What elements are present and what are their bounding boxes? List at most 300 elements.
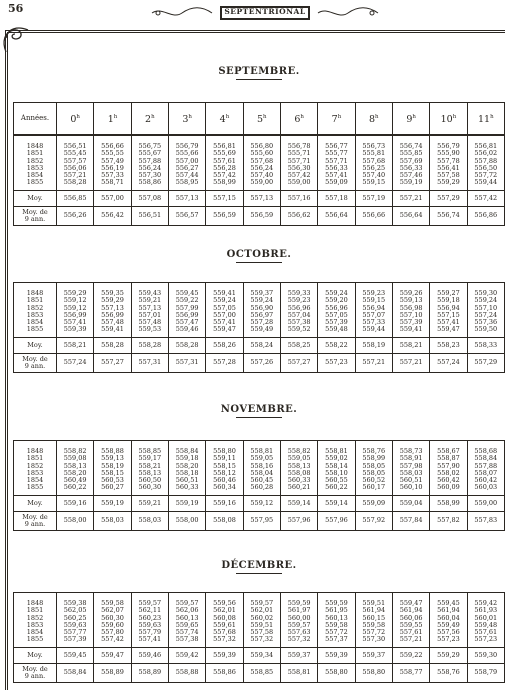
pressure-value: 559,23 [362, 289, 386, 297]
table-septembre [13, 102, 505, 226]
pressure-value: 559,52 [287, 325, 311, 334]
pressure-value: 560,52 [362, 476, 386, 485]
hour-suffix: h [113, 113, 118, 120]
nine-year-mean-value: 556,59 [206, 206, 243, 225]
pressure-value: 559,51 [250, 620, 274, 629]
hour-header [318, 103, 355, 136]
pressure-value: 557,90 [437, 461, 460, 470]
pressure-value: 558,07 [474, 468, 498, 477]
nine-year-label-line: 9 ann. [24, 671, 46, 680]
pressure-value: 560,06 [399, 613, 423, 622]
pressure-value: 557,49 [101, 156, 124, 165]
hour-values-cell [280, 283, 317, 338]
hour-header [280, 103, 317, 136]
pressure-value: 559,17 [138, 454, 162, 463]
hour-values-cell [318, 593, 355, 648]
pressure-value: 559,41 [213, 289, 236, 297]
pressure-value: 556,33 [399, 163, 423, 172]
pressure-value: 558,19 [101, 461, 124, 470]
pressure-value: 560,00 [287, 613, 311, 622]
pressure-value: 558,99 [362, 454, 386, 463]
pressure-value: 559,48 [474, 620, 498, 629]
pressure-value: 558,21 [138, 461, 162, 470]
pressure-value: 557,39 [325, 318, 348, 327]
pressure-value: 558,16 [250, 461, 274, 470]
pressure-value: 557,21 [63, 171, 87, 180]
pressure-value: 556,75 [138, 142, 162, 150]
year-label: 1853 [26, 468, 44, 477]
mean-value: 559,12 [243, 495, 280, 511]
hour-header [467, 103, 504, 136]
year-label: 1851 [26, 454, 44, 463]
pressure-value: 556,02 [474, 149, 498, 158]
hour-values-cell [57, 441, 94, 496]
pressure-value: 560,22 [63, 483, 87, 492]
nine-year-mean-value: 558,85 [243, 663, 280, 682]
pressure-value: 560,42 [474, 476, 498, 485]
pressure-value: 556,24 [138, 163, 162, 172]
year-label: 1848 [26, 142, 44, 150]
pressure-value: 557,88 [138, 156, 162, 165]
nine-year-label-line: 9 ann. [24, 361, 46, 370]
mean-value: 557,08 [131, 190, 168, 206]
pressure-value: 558,05 [362, 461, 386, 470]
nine-year-mean-value: 556,64 [318, 206, 355, 225]
pressure-value: 560,10 [399, 483, 423, 492]
nine-year-mean-value: 556,59 [243, 206, 280, 225]
nine-year-mean-value: 558,00 [168, 511, 205, 530]
pressure-value: 557,13 [101, 303, 124, 312]
pressure-value: 559,08 [63, 454, 87, 463]
month-title-octobre [13, 249, 505, 263]
pressure-value: 555,90 [437, 149, 460, 158]
nine-year-label-line: Moy. de [22, 208, 48, 217]
nine-year-mean-value: 557,92 [355, 511, 392, 530]
hour-values-cell [94, 593, 131, 648]
pressure-value: 557,41 [437, 318, 460, 327]
hour-values-cell [467, 283, 504, 338]
pressure-value: 555,67 [138, 149, 162, 158]
nine-year-label-line: Moy. de [22, 355, 48, 364]
pressure-value: 559,00 [250, 178, 274, 187]
nine-year-mean-value: 557,31 [131, 353, 168, 372]
pressure-value: 559,58 [362, 620, 386, 629]
hour-suffix: h [412, 113, 416, 120]
mean-value: 559,04 [392, 495, 429, 511]
hour-values-cell [94, 283, 131, 338]
pressure-value: 556,96 [325, 303, 348, 312]
pressure-value: 559,44 [362, 325, 386, 334]
nine-year-mean-label [14, 206, 57, 225]
mean-label: Moy. [14, 647, 57, 663]
pressure-value: 559,49 [250, 325, 274, 334]
mean-value: 559,37 [355, 647, 392, 663]
year-label: 1855 [26, 325, 44, 334]
mean-value: 557,00 [94, 190, 131, 206]
year-values-row [14, 135, 505, 190]
pressure-value: 559,26 [399, 289, 423, 297]
pressure-value: 558,88 [101, 447, 124, 455]
mean-value: 559,46 [131, 647, 168, 663]
mean-value: 557,13 [168, 190, 205, 206]
pressure-value: 559,65 [175, 620, 199, 629]
pressure-value: 560,51 [399, 476, 423, 485]
year-label: 1854 [26, 171, 44, 180]
pressure-value: 556,94 [362, 303, 386, 312]
hour-number: 4 [219, 113, 226, 125]
hour-values-cell [318, 441, 355, 496]
pressure-value: 559,47 [213, 325, 236, 334]
pressure-value: 559,18 [437, 296, 460, 305]
hour-number: 1 [107, 113, 114, 125]
hour-values-cell [243, 283, 280, 338]
nine-year-mean-value: 557,95 [243, 511, 280, 530]
pressure-value: 559,56 [213, 599, 236, 607]
pressure-value: 560,45 [250, 476, 274, 485]
hour-values-cell [392, 283, 429, 338]
mean-value: 559,16 [57, 495, 94, 511]
mean-value: 559,39 [206, 647, 243, 663]
pressure-value: 555,55 [101, 149, 124, 158]
pressure-value: 557,33 [362, 318, 386, 327]
pressure-value: 560,04 [437, 613, 460, 622]
pressure-value: 561,94 [362, 606, 386, 615]
pressure-value: 556,97 [250, 310, 274, 319]
nine-year-mean-value: 557,96 [318, 511, 355, 530]
pressure-value: 559,24 [325, 289, 348, 297]
pressure-value: 559,49 [437, 620, 460, 629]
mean-value: 558,23 [430, 337, 467, 353]
mean-value: 557,18 [318, 190, 355, 206]
pressure-value: 558,84 [474, 454, 498, 463]
mean-value: 557,19 [355, 190, 392, 206]
pressure-value: 559,47 [399, 599, 423, 607]
year-label: 1855 [26, 178, 44, 187]
pressure-value: 560,30 [138, 483, 162, 492]
pressure-value: 557,39 [399, 318, 423, 327]
table-novembre [13, 440, 505, 531]
pressure-value: 559,15 [362, 296, 386, 305]
years-cell [14, 283, 57, 338]
pressure-value: 559,51 [362, 599, 386, 607]
pressure-value: 555,77 [325, 149, 348, 158]
pressure-value: 558,82 [287, 447, 311, 455]
nine-year-mean-value: 557,29 [467, 353, 504, 372]
nine-year-mean-value: 558,84 [57, 663, 94, 682]
hour-values-cell [430, 441, 467, 496]
pressure-value: 557,32 [213, 635, 236, 644]
pressure-value: 557,00 [213, 310, 236, 319]
years-header: Années. [14, 103, 57, 136]
pressure-value: 556,79 [437, 142, 460, 150]
hour-number: 3 [182, 113, 189, 125]
pressure-value: 560,33 [287, 476, 311, 485]
pressure-value: 560,13 [175, 613, 199, 622]
pressure-value: 559,30 [474, 289, 498, 297]
hour-values-cell [94, 441, 131, 496]
mean-value: 559,42 [168, 647, 205, 663]
pressure-value: 560,53 [101, 476, 124, 485]
mean-value: 559,00 [467, 495, 504, 511]
pressure-value: 557,44 [175, 171, 199, 180]
pressure-value: 557,72 [362, 628, 386, 637]
pressure-value: 557,41 [325, 171, 348, 180]
mean-value: 557,13 [243, 190, 280, 206]
pressure-value: 557,99 [175, 303, 199, 312]
nine-year-mean-value: 556,57 [168, 206, 205, 225]
pressure-value: 558,12 [213, 468, 236, 477]
pressure-value: 559,47 [437, 325, 460, 334]
nine-year-mean-value: 558,81 [280, 663, 317, 682]
pressure-value: 556,96 [287, 303, 311, 312]
year-label: 1848 [26, 289, 44, 297]
pressure-value: 557,32 [250, 635, 274, 644]
nine-year-mean-value: 556,42 [94, 206, 131, 225]
pressure-value: 556,98 [399, 303, 423, 312]
pressure-value: 557,10 [474, 303, 498, 312]
nine-year-mean-value: 557,96 [280, 511, 317, 530]
mean-value: 557,16 [280, 190, 317, 206]
mean-value: 559,19 [94, 495, 131, 511]
pressure-value: 556,94 [437, 303, 460, 312]
pressure-value: 556,74 [399, 142, 423, 150]
pressure-value: 558,84 [175, 447, 199, 455]
mean-value: 559,14 [280, 495, 317, 511]
year-label: 1851 [26, 296, 44, 305]
mean-value: 559,19 [168, 495, 205, 511]
mean-value: 559,45 [57, 647, 94, 663]
hour-header [392, 103, 429, 136]
mean-value: 557,21 [392, 190, 429, 206]
pressure-value: 557,05 [325, 310, 348, 319]
hour-values-cell [430, 593, 467, 648]
pressure-value: 556,33 [325, 163, 348, 172]
hour-values-cell [168, 441, 205, 496]
observation-table [13, 282, 505, 373]
pressure-value: 558,87 [437, 454, 460, 463]
pressure-value: 557,24 [474, 310, 498, 319]
pressure-value: 558,81 [250, 447, 274, 455]
hour-values-cell [318, 135, 355, 190]
pressure-value: 558,95 [175, 178, 199, 187]
pressure-value: 557,72 [474, 171, 498, 180]
mean-value: 559,39 [318, 647, 355, 663]
pressure-value: 558,86 [138, 178, 162, 187]
page-number: 56 [8, 2, 24, 15]
year-label: 1853 [26, 620, 44, 629]
pressure-value: 559,02 [325, 454, 348, 463]
pressure-value: 562,01 [250, 606, 274, 615]
nine-year-mean-value: 558,88 [168, 663, 205, 682]
pressure-value: 557,40 [250, 171, 274, 180]
pressure-value: 557,80 [101, 628, 124, 637]
pressure-value: 556,81 [474, 142, 498, 150]
pressure-value: 559,44 [474, 178, 498, 187]
mean-value: 558,19 [355, 337, 392, 353]
nine-year-label-line: 9 ann. [24, 214, 46, 223]
hour-values-cell [168, 283, 205, 338]
pressure-value: 558,73 [399, 447, 423, 455]
hour-values-cell [392, 441, 429, 496]
pressure-value: 559,13 [399, 296, 423, 305]
mean-value: 559,37 [280, 647, 317, 663]
hour-suffix: h [263, 113, 267, 120]
nine-year-mean-value: 557,82 [430, 511, 467, 530]
pressure-value: 558,85 [138, 447, 162, 455]
pressure-value: 557,32 [287, 635, 311, 644]
pressure-value: 557,57 [63, 156, 87, 165]
pressure-value: 557,41 [138, 635, 162, 644]
pressure-value: 557,41 [63, 318, 87, 327]
pressure-value: 557,63 [287, 628, 311, 637]
pressure-value: 556,06 [63, 163, 87, 172]
pressure-value: 556,27 [175, 163, 199, 172]
pressure-value: 557,61 [399, 628, 423, 637]
pressure-value: 558,82 [63, 447, 87, 455]
year-label: 1854 [26, 628, 44, 637]
hour-number: 11 [477, 113, 491, 125]
hour-header [57, 103, 94, 136]
pressure-value: 557,30 [138, 171, 162, 180]
year-label: 1855 [26, 635, 44, 644]
pressure-value: 557,05 [213, 303, 236, 312]
pressure-value: 555,60 [250, 149, 274, 158]
pressure-value: 555,81 [362, 149, 386, 158]
pressure-value: 560,01 [474, 613, 498, 622]
month-title-text: OCTOBRE. [226, 249, 292, 260]
pressure-value: 559,48 [325, 325, 348, 334]
pressure-value: 557,61 [474, 628, 498, 637]
pressure-value: 558,13 [287, 461, 311, 470]
mean-value: 559,30 [467, 647, 504, 663]
hour-suffix: h [225, 113, 230, 120]
pressure-value: 559,57 [138, 599, 162, 607]
hour-suffix: h [490, 113, 494, 120]
nine-year-mean-label [14, 663, 57, 682]
nine-year-label-line: Moy. de [22, 513, 48, 522]
pressure-value: 560,17 [362, 483, 386, 492]
hour-values-cell [206, 283, 243, 338]
pressure-value: 559,20 [325, 296, 348, 305]
pressure-value: 559,61 [213, 620, 236, 629]
pressure-value: 560,02 [250, 613, 274, 622]
header-row [14, 103, 505, 136]
nine-year-mean-value: 557,23 [318, 353, 355, 372]
hour-values-cell [318, 283, 355, 338]
hour-header [168, 103, 205, 136]
pressure-value: 562,11 [138, 606, 162, 615]
pressure-value: 557,71 [287, 156, 311, 165]
pressure-value: 557,77 [63, 628, 87, 637]
pressure-value: 559,57 [287, 620, 311, 629]
pressure-value: 560,21 [287, 483, 311, 492]
hour-number: 2 [145, 113, 152, 125]
pressure-value: 556,78 [287, 142, 311, 150]
nine-year-mean-value: 558,80 [318, 663, 355, 682]
hour-header [430, 103, 467, 136]
pressure-value: 556,30 [287, 163, 311, 172]
pressure-value: 562,05 [63, 606, 87, 615]
hour-number: 6 [294, 113, 301, 125]
pressure-value: 560,03 [474, 483, 498, 492]
mean-value: 558,26 [206, 337, 243, 353]
pressure-value: 557,88 [474, 461, 498, 470]
mean-label: Moy. [14, 495, 57, 511]
year-values-row [14, 593, 505, 648]
pressure-value: 559,00 [287, 178, 311, 187]
pressure-value: 561,94 [399, 606, 423, 615]
mean-value: 558,22 [318, 337, 355, 353]
table-decembre [13, 592, 505, 683]
year-values-row [14, 283, 505, 338]
pressure-value: 559,27 [437, 289, 460, 297]
mean-value: 559,22 [392, 647, 429, 663]
pressure-value: 557,30 [362, 635, 386, 644]
nine-year-mean-value: 556,74 [430, 206, 467, 225]
pressure-value: 556,28 [213, 163, 236, 172]
pressure-value: 557,56 [437, 628, 460, 637]
pressure-value: 561,93 [474, 606, 498, 615]
hour-values-cell [243, 593, 280, 648]
pressure-value: 557,79 [138, 628, 162, 637]
pressure-value: 559,45 [437, 599, 460, 607]
hour-header [206, 103, 243, 136]
hour-header [243, 103, 280, 136]
pressure-value: 559,29 [101, 296, 124, 305]
pressure-value: 559,29 [63, 289, 87, 297]
pressure-value: 562,06 [175, 606, 199, 615]
pressure-value: 556,90 [250, 303, 274, 312]
pressure-value: 560,27 [101, 483, 124, 492]
pressure-value: 558,80 [213, 447, 236, 455]
month-title-text: NOVEMBRE. [220, 404, 298, 415]
nine-year-mean-value: 556,64 [392, 206, 429, 225]
pressure-value: 559,59 [325, 599, 348, 607]
pressure-value: 558,02 [437, 468, 460, 477]
pressure-value: 556,73 [362, 142, 386, 150]
observation-table [13, 592, 505, 683]
pressure-value: 559,09 [325, 178, 348, 187]
year-label: 1848 [26, 447, 44, 455]
nine-year-mean-label [14, 353, 57, 372]
hour-values-cell [131, 441, 168, 496]
pressure-value: 559,55 [399, 620, 423, 629]
nine-year-mean-value: 557,24 [430, 353, 467, 372]
pressure-value: 559,33 [287, 289, 311, 297]
nine-year-mean-value: 558,77 [392, 663, 429, 682]
pressure-value: 560,23 [138, 613, 162, 622]
pressure-value: 559,11 [213, 454, 236, 463]
nine-year-mean-value: 558,89 [131, 663, 168, 682]
mean-row [14, 495, 505, 511]
pressure-value: 556,80 [250, 142, 274, 150]
mean-value: 558,21 [57, 337, 94, 353]
pressure-value: 557,98 [399, 461, 423, 470]
pressure-value: 559,15 [362, 178, 386, 187]
nine-year-mean-label [14, 511, 57, 530]
pressure-value: 560,46 [213, 476, 236, 485]
pressure-value: 562,07 [101, 606, 124, 615]
years-cell [14, 593, 57, 648]
mean-row [14, 190, 505, 206]
pressure-value: 556,50 [474, 163, 498, 172]
pressure-value: 559,60 [101, 620, 124, 629]
pressure-value: 555,85 [399, 149, 423, 158]
mean-value: 557,42 [467, 190, 504, 206]
hour-values-cell [467, 593, 504, 648]
pressure-value: 557,07 [362, 310, 386, 319]
mean-value: 558,25 [280, 337, 317, 353]
